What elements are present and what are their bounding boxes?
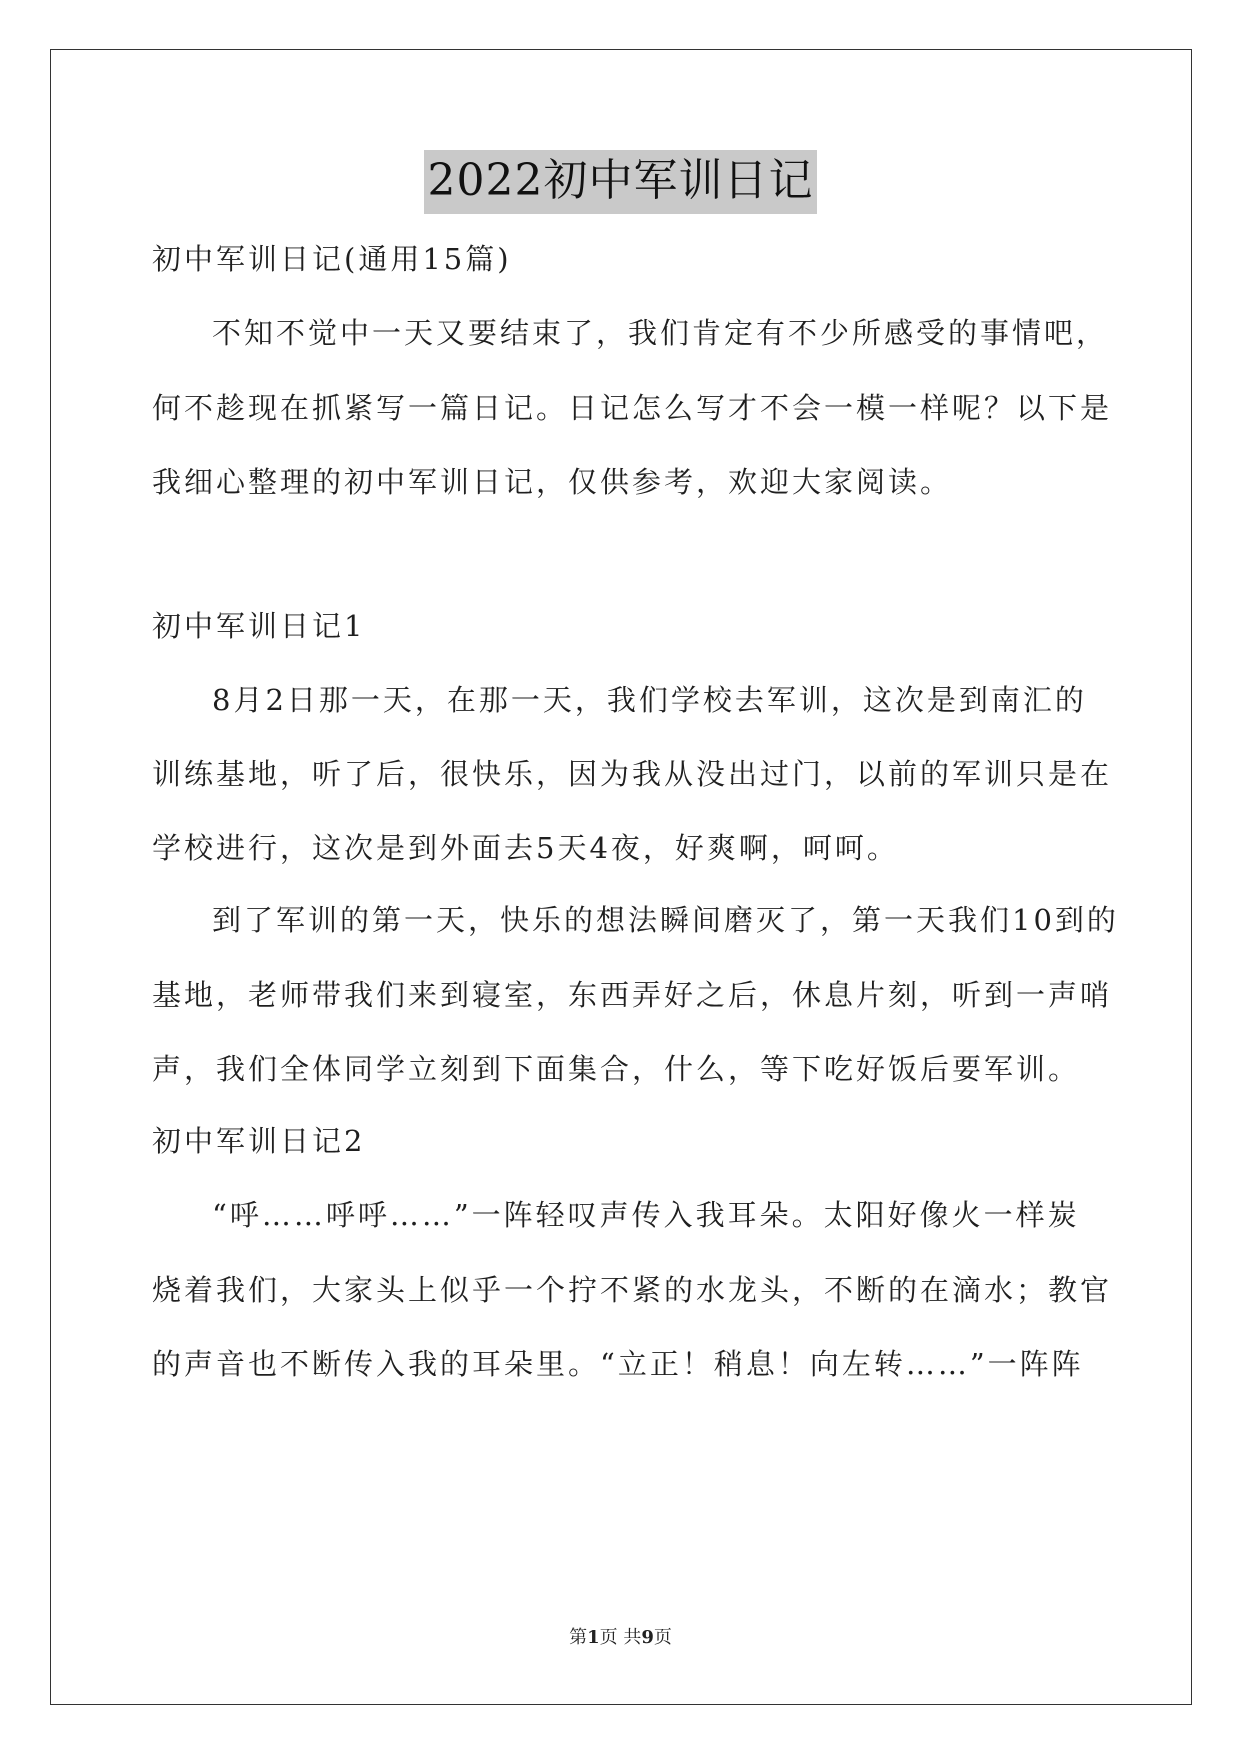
footer-page-total: 9	[641, 1627, 654, 1648]
paragraph-line: 不知不觉中一天又要结束了，我们肯定有不少所感受的事情吧，	[212, 316, 1109, 350]
footer-page-suffix: 页	[653, 1627, 672, 1648]
paragraph-line: 到了军训的第一天，快乐的想法瞬间磨灭了，第一天我们10到的	[212, 903, 1119, 937]
paragraph-line: 我细心整理的初中军训日记，仅供参考，欢迎大家阅读。	[152, 465, 953, 499]
section-heading: 初中军训日记2	[152, 1124, 366, 1158]
footer-page-prefix: 第	[569, 1627, 588, 1648]
paragraph-line: 基地，老师带我们来到寝室，东西弄好之后，休息片刻，听到一声哨	[152, 978, 1113, 1012]
paragraph-line: 的声音也不断传入我的耳朵里。“立正！稍息！向左转……”一阵阵	[152, 1347, 1084, 1381]
page-border	[50, 49, 1192, 1705]
paragraph-line: “呼……呼呼……”一阵轻叹声传入我耳朵。太阳好像火一样炭	[212, 1198, 1080, 1232]
paragraph-line: 学校进行，这次是到外面去5天4夜，好爽啊，呵呵。	[152, 831, 899, 865]
paragraph-line: 烧着我们，大家头上似乎一个拧不紧的水龙头，不断的在滴水；教官	[152, 1273, 1113, 1307]
page-footer	[0, 1626, 1241, 1650]
footer-page-current: 1	[587, 1627, 600, 1648]
footer-page-mid: 页 共	[599, 1627, 642, 1648]
paragraph-line: 何不趁现在抓紧写一篇日记。日记怎么写才不会一模一样呢？以下是	[152, 391, 1113, 425]
section-heading: 初中军训日记1	[152, 609, 366, 643]
document-title: 2022初中军训日记	[424, 150, 818, 214]
title-container	[0, 150, 1241, 214]
paragraph-line: 声，我们全体同学立刻到下面集合，什么，等下吃好饭后要军训。	[152, 1052, 1081, 1086]
subtitle-line: 初中军训日记(通用15篇)	[152, 242, 512, 276]
paragraph-line: 训练基地，听了后，很快乐，因为我从没出过门，以前的军训只是在	[152, 757, 1113, 791]
paragraph-line: 8月2日那一天，在那一天，我们学校去军训，这次是到南汇的	[212, 683, 1087, 717]
